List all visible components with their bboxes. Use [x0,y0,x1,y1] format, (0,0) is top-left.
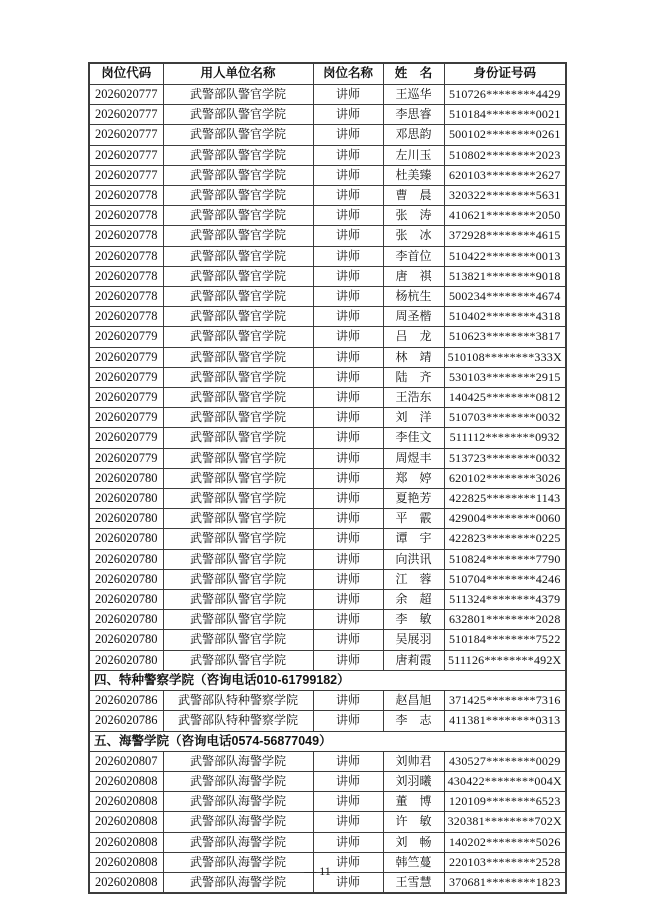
table-row [89,347,566,367]
cell-org: 武警部队警官学院 [163,650,313,670]
cell-name: 郑 婷 [383,468,444,488]
cell-name: 许 敏 [383,812,444,832]
cell-name: 邓思韵 [383,125,444,145]
cell-id: 372928********4615 [444,226,566,246]
cell-code: 2026020779 [89,347,163,367]
cell-name: 曹 晨 [383,186,444,206]
cell-org: 武警部队警官学院 [163,408,313,428]
cell-org: 武警部队警官学院 [163,307,313,327]
cell-org: 武警部队警官学院 [163,105,313,125]
cell-position: 讲师 [313,105,383,125]
table-row [89,105,566,125]
table-row [89,408,566,428]
cell-id: 140202********5026 [444,832,566,852]
cell-position: 讲师 [313,610,383,630]
cell-code: 2026020779 [89,408,163,428]
cell-name: 张 冰 [383,226,444,246]
cell-id: 500234********4674 [444,287,566,307]
table-row [89,367,566,387]
section-header-row [89,731,566,751]
cell-id: 411381********0313 [444,711,566,731]
cell-name: 刘 畅 [383,832,444,852]
cell-id: 513821********9018 [444,266,566,286]
cell-code: 2026020778 [89,287,163,307]
cell-name: 杨杭生 [383,287,444,307]
cell-org: 武警部队警官学院 [163,569,313,589]
cell-code: 2026020777 [89,85,163,105]
cell-name: 韩竺蔓 [383,852,444,872]
cell-code: 2026020808 [89,771,163,791]
cell-position: 讲师 [313,751,383,771]
cell-name: 平 霰 [383,509,444,529]
cell-id: 370681********1823 [444,872,566,893]
cell-name: 谭 宇 [383,529,444,549]
cell-id: 632801********2028 [444,610,566,630]
cell-name: 余 超 [383,590,444,610]
cell-org: 武警部队警官学院 [163,85,313,105]
cell-id: 510726********4429 [444,85,566,105]
table-row [89,226,566,246]
cell-org: 武警部队警官学院 [163,549,313,569]
cell-org: 武警部队警官学院 [163,246,313,266]
table-row [89,145,566,165]
cell-id: 510623********3817 [444,327,566,347]
cell-org: 武警部队警官学院 [163,287,313,307]
cell-position: 讲师 [313,408,383,428]
cell-name: 向洪讯 [383,549,444,569]
cell-name: 周圣楷 [383,307,444,327]
cell-name: 李佳文 [383,428,444,448]
cell-code: 2026020777 [89,145,163,165]
cell-org: 武警部队警官学院 [163,327,313,347]
cell-position: 讲师 [313,125,383,145]
table-row [89,792,566,812]
cell-id: 320322********5631 [444,186,566,206]
cell-code: 2026020778 [89,246,163,266]
table-row [89,630,566,650]
cell-position: 讲师 [313,428,383,448]
cell-id: 510422********0013 [444,246,566,266]
cell-org: 武警部队警官学院 [163,529,313,549]
cell-code: 2026020779 [89,367,163,387]
table-row [89,327,566,347]
cell-code: 2026020780 [89,569,163,589]
cell-code: 2026020786 [89,691,163,711]
cell-id: 410621********2050 [444,206,566,226]
cell-id: 510824********7790 [444,549,566,569]
cell-org: 武警部队警官学院 [163,347,313,367]
table-row [89,529,566,549]
cell-position: 讲师 [313,307,383,327]
cell-id: 120109********6523 [444,792,566,812]
cell-org: 武警部队海警学院 [163,751,313,771]
table-row [89,165,566,185]
cell-position: 讲师 [313,529,383,549]
table-row [89,287,566,307]
cell-name: 陆 齐 [383,367,444,387]
cell-org: 武警部队警官学院 [163,388,313,408]
cell-id: 429004********0060 [444,509,566,529]
cell-position: 讲师 [313,691,383,711]
cell-code: 2026020779 [89,448,163,468]
cell-org: 武警部队警官学院 [163,186,313,206]
table-row [89,509,566,529]
cell-position: 讲师 [313,347,383,367]
cell-id: 220103********2528 [444,852,566,872]
cell-position: 讲师 [313,206,383,226]
cell-org: 武警部队警官学院 [163,590,313,610]
cell-id: 430422********004X [444,771,566,791]
cell-org: 武警部队海警学院 [163,792,313,812]
cell-code: 2026020808 [89,852,163,872]
cell-position: 讲师 [313,266,383,286]
cell-org: 武警部队警官学院 [163,509,313,529]
cell-org: 武警部队警官学院 [163,489,313,509]
cell-name: 林 靖 [383,347,444,367]
cell-org: 武警部队海警学院 [163,771,313,791]
table-row [89,468,566,488]
cell-name: 刘帅君 [383,751,444,771]
cell-name: 董 博 [383,792,444,812]
cell-position: 讲师 [313,509,383,529]
table-row [89,266,566,286]
cell-position: 讲师 [313,287,383,307]
cell-id: 530103********2915 [444,367,566,387]
cell-code: 2026020786 [89,711,163,731]
cell-org: 武警部队警官学院 [163,125,313,145]
cell-code: 2026020780 [89,610,163,630]
cell-id: 140425********0812 [444,388,566,408]
cell-org: 武警部队海警学院 [163,812,313,832]
cell-code: 2026020780 [89,468,163,488]
cell-org: 武警部队特种警察学院 [163,711,313,731]
table-row [89,812,566,832]
cell-code: 2026020777 [89,125,163,145]
cell-id: 500102********0261 [444,125,566,145]
table-row [89,771,566,791]
cell-name: 周煜丰 [383,448,444,468]
table-row [89,832,566,852]
cell-code: 2026020779 [89,327,163,347]
cell-position: 讲师 [313,569,383,589]
cell-name: 吕 龙 [383,327,444,347]
cell-code: 2026020780 [89,509,163,529]
cell-position: 讲师 [313,468,383,488]
table-row [89,246,566,266]
cell-position: 讲师 [313,630,383,650]
cell-org: 武警部队警官学院 [163,428,313,448]
cell-position: 讲师 [313,85,383,105]
section-header-row [89,670,566,690]
roster-table-body [89,85,566,894]
cell-code: 2026020780 [89,549,163,569]
cell-code: 2026020777 [89,105,163,125]
cell-name: 赵昌旭 [383,691,444,711]
table-row [89,650,566,670]
cell-position: 讲师 [313,549,383,569]
cell-position: 讲师 [313,226,383,246]
cell-code: 2026020808 [89,872,163,893]
cell-id: 510802********2023 [444,145,566,165]
cell-id: 620102********3026 [444,468,566,488]
cell-name: 李 敏 [383,610,444,630]
cell-id: 320381********702X [444,812,566,832]
cell-code: 2026020778 [89,226,163,246]
cell-code: 2026020808 [89,832,163,852]
cell-name: 张 涛 [383,206,444,226]
cell-name: 王浩东 [383,388,444,408]
cell-id: 511112********0932 [444,428,566,448]
cell-org: 武警部队警官学院 [163,448,313,468]
cell-org: 武警部队警官学院 [163,367,313,387]
cell-id: 510703********0032 [444,408,566,428]
cell-code: 2026020780 [89,630,163,650]
cell-org: 武警部队海警学院 [163,872,313,893]
cell-code: 2026020778 [89,266,163,286]
cell-code: 2026020808 [89,792,163,812]
cell-name: 夏艳芳 [383,489,444,509]
header-position-name: 岗位名称 [313,63,383,85]
table-row [89,569,566,589]
cell-org: 武警部队警官学院 [163,165,313,185]
cell-position: 讲师 [313,590,383,610]
cell-id: 510108********333X [444,347,566,367]
cell-name: 唐 祺 [383,266,444,286]
table-row [89,206,566,226]
cell-position: 讲师 [313,852,383,872]
cell-code: 2026020777 [89,165,163,185]
cell-id: 510402********4318 [444,307,566,327]
cell-position: 讲师 [313,832,383,852]
section-header-label: 四、特种警察学院（咨询电话010-61799182） [89,670,566,690]
cell-id: 513723********0032 [444,448,566,468]
cell-id: 371425********7316 [444,691,566,711]
table-row [89,610,566,630]
cell-position: 讲师 [313,186,383,206]
cell-code: 2026020778 [89,307,163,327]
table-row [89,691,566,711]
cell-position: 讲师 [313,388,383,408]
cell-code: 2026020778 [89,186,163,206]
cell-name: 杜美臻 [383,165,444,185]
cell-name: 李首位 [383,246,444,266]
cell-org: 武警部队警官学院 [163,630,313,650]
table-row [89,186,566,206]
cell-org: 武警部队海警学院 [163,852,313,872]
cell-org: 武警部队警官学院 [163,226,313,246]
cell-name: 江 蓉 [383,569,444,589]
cell-id: 620103********2627 [444,165,566,185]
cell-position: 讲师 [313,448,383,468]
cell-position: 讲师 [313,812,383,832]
cell-name: 王雪慧 [383,872,444,893]
cell-id: 422825********1143 [444,489,566,509]
cell-code: 2026020779 [89,388,163,408]
cell-id: 510704********4246 [444,569,566,589]
table-row [89,590,566,610]
cell-id: 510184********0021 [444,105,566,125]
cell-code: 2026020780 [89,650,163,670]
table-row [89,125,566,145]
cell-code: 2026020779 [89,428,163,448]
cell-position: 讲师 [313,145,383,165]
cell-code: 2026020778 [89,206,163,226]
cell-name: 王巡华 [383,85,444,105]
cell-position: 讲师 [313,872,383,893]
cell-code: 2026020780 [89,529,163,549]
roster-table [88,62,567,894]
cell-position: 讲师 [313,489,383,509]
cell-org: 武警部队警官学院 [163,468,313,488]
cell-position: 讲师 [313,792,383,812]
cell-org: 武警部队警官学院 [163,610,313,630]
table-row [89,85,566,105]
cell-position: 讲师 [313,367,383,387]
cell-id: 511126********492X [444,650,566,670]
cell-name: 刘羽曦 [383,771,444,791]
cell-name: 左川玉 [383,145,444,165]
cell-code: 2026020780 [89,590,163,610]
cell-id: 511324********4379 [444,590,566,610]
header-person-name: 姓 名 [383,63,444,85]
page-number: — 11 — [304,864,346,878]
cell-code: 2026020808 [89,812,163,832]
header-employer-name: 用人单位名称 [163,63,313,85]
cell-org: 武警部队特种警察学院 [163,691,313,711]
cell-code: 2026020780 [89,489,163,509]
section-header-label: 五、海警学院（咨询电话0574-56877049） [89,731,566,751]
cell-org: 武警部队海警学院 [163,832,313,852]
cell-name: 李思睿 [383,105,444,125]
table-header-row [89,63,566,85]
header-id-number: 身份证号码 [444,63,566,85]
cell-org: 武警部队警官学院 [163,206,313,226]
cell-name: 唐莉霞 [383,650,444,670]
table-row [89,388,566,408]
cell-code: 2026020807 [89,751,163,771]
cell-position: 讲师 [313,327,383,347]
cell-position: 讲师 [313,165,383,185]
table-row [89,448,566,468]
cell-position: 讲师 [313,771,383,791]
cell-id: 510184********7522 [444,630,566,650]
table-row [89,751,566,771]
header-position-code: 岗位代码 [89,63,163,85]
cell-id: 422823********0225 [444,529,566,549]
table-row [89,489,566,509]
table-row [89,307,566,327]
cell-name: 刘 洋 [383,408,444,428]
cell-id: 430527********0029 [444,751,566,771]
table-row [89,711,566,731]
cell-name: 吴展羽 [383,630,444,650]
cell-position: 讲师 [313,711,383,731]
table-row [89,549,566,569]
cell-name: 李 志 [383,711,444,731]
cell-position: 讲师 [313,246,383,266]
cell-position: 讲师 [313,650,383,670]
table-row [89,428,566,448]
cell-org: 武警部队警官学院 [163,266,313,286]
cell-org: 武警部队警官学院 [163,145,313,165]
